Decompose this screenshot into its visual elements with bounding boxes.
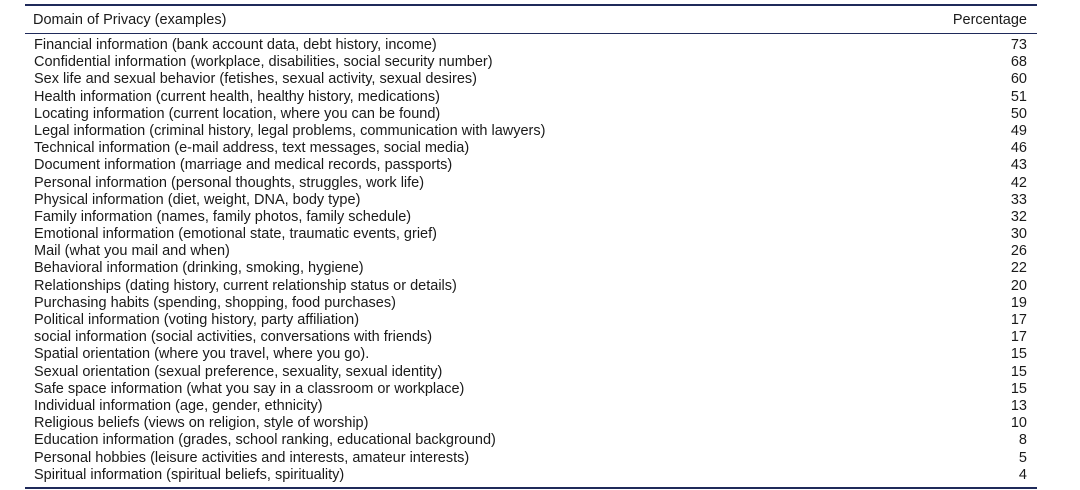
- table-row: [25, 329, 1037, 346]
- table-row: [25, 123, 1037, 140]
- table-row: [25, 415, 1037, 432]
- row-domain: Relationships (dating history, current relationship status or details): [34, 277, 457, 294]
- table-row: [25, 312, 1037, 329]
- table-row: [25, 243, 1037, 260]
- row-percentage: 33: [1010, 191, 1027, 208]
- table-row: [25, 346, 1037, 363]
- row-domain: Religious beliefs (views on religion, style of worship): [34, 415, 369, 432]
- row-domain: Sex life and sexual behavior (fetishes, sexual activity, sexual desires): [34, 71, 478, 88]
- table-row: [25, 140, 1037, 157]
- row-domain: Sexual orientation (sexual preference, sexuality, sexual identity): [34, 363, 443, 380]
- row-domain: Political information (voting history, party affiliation): [34, 312, 360, 328]
- row-domain: Education information (grades, school ranking, educational background): [34, 432, 496, 449]
- row-domain: Personal hobbies (leisure activities and interests, amateur interests): [34, 449, 470, 466]
- cropped-footnote-bottom: [28, 484, 728, 490]
- table-row: [25, 54, 1037, 71]
- row-percentage: 30: [1010, 226, 1027, 243]
- row-domain: Family information (names, family photos, family schedule): [34, 208, 412, 225]
- row-percentage: 10: [1010, 415, 1027, 432]
- row-domain: Individual information (age, gender, ethnicity): [34, 397, 323, 414]
- table-row: [25, 398, 1037, 415]
- row-percentage: 60: [1010, 71, 1027, 88]
- table-row: [25, 209, 1037, 226]
- row-domain: Mail (what you mail and when): [34, 243, 230, 260]
- table-row: [25, 364, 1037, 381]
- row-percentage: 50: [1010, 105, 1027, 122]
- row-percentage: 49: [1010, 122, 1027, 139]
- table-row: [25, 432, 1037, 449]
- row-percentage: 42: [1010, 174, 1027, 191]
- row-percentage: 17: [1010, 329, 1027, 346]
- row-percentage: 4: [1018, 466, 1027, 483]
- row-domain: Emotional information (emotional state, traumatic events, grief): [34, 226, 437, 243]
- row-domain: Personal information (personal thoughts, struggles, work life): [34, 174, 425, 191]
- table-row: [25, 157, 1037, 174]
- row-percentage: 46: [1010, 140, 1027, 157]
- row-domain: Confidential information (workplace, disabilities, social security number): [34, 54, 493, 71]
- column-header-domain: Domain of Privacy (examples): [33, 11, 227, 28]
- row-percentage: 15: [1010, 363, 1027, 380]
- table-row: [25, 260, 1037, 277]
- table-row: [25, 450, 1037, 467]
- row-percentage: 22: [1010, 260, 1027, 277]
- privacy-domains-table: [25, 4, 1037, 489]
- row-domain: Spiritual information (spiritual beliefs, spirituality): [34, 466, 345, 483]
- row-domain: Purchasing habits (spending, shopping, food purchases): [34, 294, 396, 311]
- row-percentage: 26: [1010, 243, 1027, 260]
- row-domain: Spatial orientation (where you travel, where you go).: [34, 346, 370, 363]
- row-domain: Safe space information (what you say in a classroom or workplace): [34, 380, 465, 397]
- table-row: [25, 278, 1037, 295]
- row-domain: Health information (current health, healthy history, medications): [34, 88, 440, 105]
- table-row: [25, 295, 1037, 312]
- table-header-row: [25, 6, 1037, 33]
- row-percentage: 8: [1018, 432, 1027, 449]
- row-domain: Legal information (criminal history, legal problems, communication with lawyers): [34, 122, 546, 139]
- row-domain: Physical information (diet, weight, DNA, body type): [34, 191, 361, 208]
- table-body: [25, 34, 1037, 487]
- row-percentage: 15: [1010, 346, 1027, 363]
- row-percentage: 15: [1010, 380, 1027, 397]
- table-row: [25, 71, 1037, 88]
- table-row: [25, 37, 1037, 54]
- row-percentage: 73: [1010, 37, 1027, 53]
- row-percentage: 68: [1010, 54, 1027, 71]
- row-percentage: 19: [1010, 294, 1027, 311]
- row-domain: Technical information (e-mail address, text messages, social media): [34, 140, 470, 157]
- row-percentage: 5: [1018, 449, 1027, 466]
- row-percentage: 17: [1010, 312, 1027, 328]
- column-header-percentage: Percentage: [952, 11, 1027, 28]
- table-row: [25, 175, 1037, 192]
- row-domain: Behavioral information (drinking, smoking, hygiene): [34, 260, 364, 277]
- table-row: [25, 89, 1037, 106]
- row-domain: Locating information (current location, where you can be found): [34, 105, 441, 122]
- row-domain: Document information (marriage and medical records, passports): [34, 157, 453, 174]
- row-percentage: 20: [1010, 277, 1027, 294]
- table-row: [25, 226, 1037, 243]
- table-row: [25, 192, 1037, 209]
- table-row: [25, 106, 1037, 123]
- row-domain: social information (social activities, conversations with friends): [34, 329, 433, 346]
- row-percentage: 51: [1010, 88, 1027, 105]
- table-row: [25, 467, 1037, 484]
- table-row: [25, 381, 1037, 398]
- row-percentage: 13: [1010, 397, 1027, 414]
- row-percentage: 32: [1010, 208, 1027, 225]
- row-percentage: 43: [1010, 157, 1027, 174]
- row-domain: Financial information (bank account data, debt history, income): [34, 37, 437, 53]
